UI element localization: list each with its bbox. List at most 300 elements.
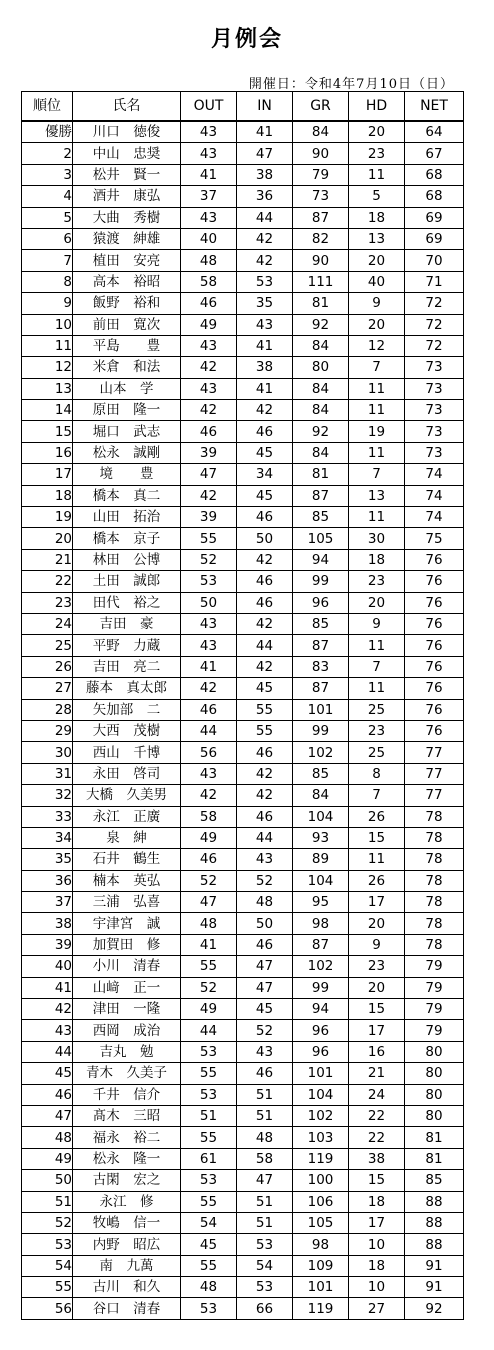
net-cell: 76 — [405, 678, 464, 699]
hd-cell: 17 — [349, 1020, 405, 1041]
net-cell: 78 — [405, 827, 464, 848]
name-cell: 堀口 武志 — [73, 421, 181, 442]
name-cell: 猿渡 紳雄 — [73, 228, 181, 249]
rank-cell: 45 — [22, 1063, 73, 1084]
name-cell: 米倉 和法 — [73, 357, 181, 378]
gr-cell: 84 — [293, 785, 349, 806]
rank-cell: 10 — [22, 314, 73, 335]
net-cell: 70 — [405, 250, 464, 271]
rank-cell: 47 — [22, 1105, 73, 1126]
rank-cell: 13 — [22, 378, 73, 399]
net-cell: 77 — [405, 785, 464, 806]
hd-cell: 15 — [349, 827, 405, 848]
rank-cell: 22 — [22, 571, 73, 592]
rank-cell: 14 — [22, 400, 73, 421]
out-cell: 55 — [181, 528, 237, 549]
gr-cell: 119 — [293, 1298, 349, 1319]
in-cell: 52 — [237, 870, 293, 891]
rank-cell: 48 — [22, 1127, 73, 1148]
gr-cell: 84 — [293, 442, 349, 463]
name-cell: 古川 和久 — [73, 1277, 181, 1298]
rank-cell: 23 — [22, 592, 73, 613]
name-cell: 石井 鶴生 — [73, 849, 181, 870]
net-cell: 79 — [405, 999, 464, 1020]
column-header-hd: HD — [349, 92, 405, 122]
hd-cell: 11 — [349, 164, 405, 185]
table-row — [22, 1234, 464, 1255]
hd-cell: 11 — [349, 635, 405, 656]
in-cell: 42 — [237, 613, 293, 634]
rank-cell: 46 — [22, 1084, 73, 1105]
out-cell: 42 — [181, 485, 237, 506]
gr-cell: 89 — [293, 849, 349, 870]
name-cell: 加賀田 修 — [73, 934, 181, 955]
in-cell: 46 — [237, 806, 293, 827]
hd-cell: 20 — [349, 592, 405, 613]
name-cell: 橋本 真二 — [73, 485, 181, 506]
net-cell: 79 — [405, 1020, 464, 1041]
out-cell: 46 — [181, 421, 237, 442]
rank-cell: 28 — [22, 699, 73, 720]
in-cell: 41 — [237, 121, 293, 143]
name-cell: 飯野 裕和 — [73, 293, 181, 314]
gr-cell: 100 — [293, 1170, 349, 1191]
rank-cell: 6 — [22, 228, 73, 249]
out-cell: 51 — [181, 1105, 237, 1126]
gr-cell: 87 — [293, 207, 349, 228]
hd-cell: 25 — [349, 699, 405, 720]
net-cell: 73 — [405, 357, 464, 378]
net-cell: 80 — [405, 1084, 464, 1105]
table-row — [22, 293, 464, 314]
gr-cell: 84 — [293, 400, 349, 421]
table-row — [22, 1084, 464, 1105]
results-body — [22, 121, 464, 1319]
rank-cell: 11 — [22, 335, 73, 356]
out-cell: 54 — [181, 1212, 237, 1233]
table-row — [22, 1148, 464, 1169]
gr-cell: 109 — [293, 1255, 349, 1276]
results-table — [21, 91, 464, 1320]
rank-cell: 38 — [22, 913, 73, 934]
table-row — [22, 143, 464, 164]
name-cell: 吉丸 勉 — [73, 1041, 181, 1062]
out-cell: 49 — [181, 999, 237, 1020]
gr-cell: 101 — [293, 1277, 349, 1298]
out-cell: 47 — [181, 892, 237, 913]
gr-cell: 85 — [293, 507, 349, 528]
out-cell: 43 — [181, 763, 237, 784]
table-row — [22, 1041, 464, 1062]
hd-cell: 26 — [349, 870, 405, 891]
name-cell: 原田 隆一 — [73, 400, 181, 421]
column-header-gr: GR — [293, 92, 349, 122]
hd-cell: 9 — [349, 934, 405, 955]
out-cell: 49 — [181, 314, 237, 335]
net-cell: 72 — [405, 335, 464, 356]
table-row — [22, 956, 464, 977]
in-cell: 46 — [237, 742, 293, 763]
name-cell: 松永 隆一 — [73, 1148, 181, 1169]
table-row — [22, 699, 464, 720]
name-cell: 西岡 成治 — [73, 1020, 181, 1041]
out-cell: 42 — [181, 400, 237, 421]
rank-cell: 5 — [22, 207, 73, 228]
hd-cell: 12 — [349, 335, 405, 356]
in-cell: 47 — [237, 1170, 293, 1191]
name-cell: 山本 学 — [73, 378, 181, 399]
event-date: 開催日：令和4年7月10日（日） — [248, 77, 454, 92]
table-row — [22, 613, 464, 634]
name-cell: 牧嶋 信一 — [73, 1212, 181, 1233]
in-cell: 44 — [237, 635, 293, 656]
in-cell: 43 — [237, 314, 293, 335]
rank-cell: 42 — [22, 999, 73, 1020]
net-cell: 85 — [405, 1170, 464, 1191]
table-row — [22, 357, 464, 378]
name-cell: 矢加部 二 — [73, 699, 181, 720]
net-cell: 78 — [405, 870, 464, 891]
out-cell: 46 — [181, 293, 237, 314]
net-cell: 72 — [405, 293, 464, 314]
hd-cell: 13 — [349, 228, 405, 249]
hd-cell: 23 — [349, 720, 405, 741]
in-cell: 45 — [237, 442, 293, 463]
name-cell: 中山 忠奨 — [73, 143, 181, 164]
net-cell: 80 — [405, 1105, 464, 1126]
table-row — [22, 999, 464, 1020]
name-cell: 橋本 京子 — [73, 528, 181, 549]
hd-cell: 10 — [349, 1277, 405, 1298]
in-cell: 42 — [237, 549, 293, 570]
name-cell: 吉田 亮二 — [73, 656, 181, 677]
table-row — [22, 742, 464, 763]
out-cell: 40 — [181, 228, 237, 249]
name-cell: 大曲 秀樹 — [73, 207, 181, 228]
hd-cell: 23 — [349, 143, 405, 164]
in-cell: 54 — [237, 1255, 293, 1276]
net-cell: 88 — [405, 1234, 464, 1255]
in-cell: 53 — [237, 1234, 293, 1255]
net-cell: 73 — [405, 442, 464, 463]
rank-cell: 50 — [22, 1170, 73, 1191]
out-cell: 53 — [181, 1041, 237, 1062]
net-cell: 80 — [405, 1041, 464, 1062]
table-row — [22, 186, 464, 207]
table-row — [22, 678, 464, 699]
table-row — [22, 827, 464, 848]
out-cell: 42 — [181, 785, 237, 806]
table-row — [22, 421, 464, 442]
table-row — [22, 1277, 464, 1298]
name-cell: 藤本 真太郎 — [73, 678, 181, 699]
table-row — [22, 549, 464, 570]
in-cell: 66 — [237, 1298, 293, 1319]
in-cell: 42 — [237, 763, 293, 784]
hd-cell: 7 — [349, 785, 405, 806]
name-cell: 福永 裕二 — [73, 1127, 181, 1148]
in-cell: 58 — [237, 1148, 293, 1169]
net-cell: 81 — [405, 1127, 464, 1148]
rank-cell: 29 — [22, 720, 73, 741]
rank-cell: 33 — [22, 806, 73, 827]
out-cell: 52 — [181, 549, 237, 570]
table-row — [22, 271, 464, 292]
out-cell: 50 — [181, 592, 237, 613]
rank-cell: 55 — [22, 1277, 73, 1298]
in-cell: 47 — [237, 977, 293, 998]
out-cell: 37 — [181, 186, 237, 207]
in-cell: 53 — [237, 271, 293, 292]
rank-cell: 36 — [22, 870, 73, 891]
out-cell: 55 — [181, 1063, 237, 1084]
table-row — [22, 250, 464, 271]
page-title: 月例会 — [210, 26, 283, 52]
hd-cell: 9 — [349, 613, 405, 634]
gr-cell: 73 — [293, 186, 349, 207]
net-cell: 78 — [405, 806, 464, 827]
net-cell: 80 — [405, 1063, 464, 1084]
in-cell: 51 — [237, 1212, 293, 1233]
in-cell: 47 — [237, 143, 293, 164]
gr-cell: 96 — [293, 1020, 349, 1041]
rank-cell: 49 — [22, 1148, 73, 1169]
hd-cell: 11 — [349, 442, 405, 463]
in-cell: 46 — [237, 934, 293, 955]
rank-cell: 17 — [22, 464, 73, 485]
net-cell: 76 — [405, 635, 464, 656]
gr-cell: 79 — [293, 164, 349, 185]
net-cell: 69 — [405, 207, 464, 228]
rank-cell: 37 — [22, 892, 73, 913]
in-cell: 51 — [237, 1191, 293, 1212]
name-cell: 前田 寛次 — [73, 314, 181, 335]
name-cell: 泉 紳 — [73, 827, 181, 848]
header-row — [22, 92, 464, 122]
gr-cell: 99 — [293, 571, 349, 592]
in-cell: 36 — [237, 186, 293, 207]
net-cell: 79 — [405, 956, 464, 977]
table-row — [22, 442, 464, 463]
name-cell: 大西 茂樹 — [73, 720, 181, 741]
gr-cell: 98 — [293, 1234, 349, 1255]
net-cell: 78 — [405, 934, 464, 955]
rank-cell: 35 — [22, 849, 73, 870]
net-cell: 69 — [405, 228, 464, 249]
gr-cell: 81 — [293, 293, 349, 314]
rank-cell: 40 — [22, 956, 73, 977]
name-cell: 吉田 豪 — [73, 613, 181, 634]
table-row — [22, 785, 464, 806]
name-cell: 平野 力蔵 — [73, 635, 181, 656]
table-row — [22, 1063, 464, 1084]
in-cell: 45 — [237, 678, 293, 699]
gr-cell: 81 — [293, 464, 349, 485]
gr-cell: 101 — [293, 699, 349, 720]
gr-cell: 93 — [293, 827, 349, 848]
hd-cell: 10 — [349, 1234, 405, 1255]
hd-cell: 26 — [349, 806, 405, 827]
table-row — [22, 528, 464, 549]
name-cell: 永江 修 — [73, 1191, 181, 1212]
net-cell: 72 — [405, 314, 464, 335]
hd-cell: 11 — [349, 507, 405, 528]
hd-cell: 17 — [349, 1212, 405, 1233]
rank-cell: 25 — [22, 635, 73, 656]
hd-cell: 18 — [349, 1255, 405, 1276]
rank-cell: 20 — [22, 528, 73, 549]
in-cell: 42 — [237, 656, 293, 677]
out-cell: 45 — [181, 1234, 237, 1255]
gr-cell: 119 — [293, 1148, 349, 1169]
out-cell: 61 — [181, 1148, 237, 1169]
hd-cell: 22 — [349, 1127, 405, 1148]
gr-cell: 99 — [293, 977, 349, 998]
out-cell: 58 — [181, 806, 237, 827]
name-cell: 永田 啓司 — [73, 763, 181, 784]
out-cell: 53 — [181, 571, 237, 592]
net-cell: 74 — [405, 485, 464, 506]
table-row — [22, 314, 464, 335]
column-header-out: OUT — [181, 92, 237, 122]
gr-cell: 80 — [293, 357, 349, 378]
name-cell: 林田 公博 — [73, 549, 181, 570]
column-header-name: 氏名 — [73, 92, 181, 122]
gr-cell: 84 — [293, 378, 349, 399]
net-cell: 76 — [405, 656, 464, 677]
in-cell: 47 — [237, 956, 293, 977]
column-header-rank: 順位 — [22, 92, 73, 122]
hd-cell: 23 — [349, 571, 405, 592]
table-row — [22, 378, 464, 399]
in-cell: 46 — [237, 1063, 293, 1084]
gr-cell: 90 — [293, 250, 349, 271]
rank-cell: 12 — [22, 357, 73, 378]
hd-cell: 9 — [349, 293, 405, 314]
table-row — [22, 1020, 464, 1041]
rank-cell: 34 — [22, 827, 73, 848]
out-cell: 46 — [181, 849, 237, 870]
table-row — [22, 1255, 464, 1276]
rank-cell: 39 — [22, 934, 73, 955]
in-cell: 35 — [237, 293, 293, 314]
rank-cell: 2 — [22, 143, 73, 164]
net-cell: 91 — [405, 1255, 464, 1276]
gr-cell: 83 — [293, 656, 349, 677]
out-cell: 48 — [181, 250, 237, 271]
gr-cell: 99 — [293, 720, 349, 741]
name-cell: 谷口 清春 — [73, 1298, 181, 1319]
rank-cell: 27 — [22, 678, 73, 699]
hd-cell: 24 — [349, 1084, 405, 1105]
net-cell: 76 — [405, 720, 464, 741]
net-cell: 91 — [405, 1277, 464, 1298]
hd-cell: 18 — [349, 1191, 405, 1212]
name-cell: 平島 豊 — [73, 335, 181, 356]
gr-cell: 87 — [293, 485, 349, 506]
gr-cell: 90 — [293, 143, 349, 164]
out-cell: 49 — [181, 827, 237, 848]
in-cell: 44 — [237, 207, 293, 228]
in-cell: 46 — [237, 507, 293, 528]
hd-cell: 25 — [349, 742, 405, 763]
gr-cell: 98 — [293, 913, 349, 934]
out-cell: 52 — [181, 977, 237, 998]
net-cell: 68 — [405, 186, 464, 207]
in-cell: 51 — [237, 1105, 293, 1126]
gr-cell: 96 — [293, 592, 349, 613]
hd-cell: 30 — [349, 528, 405, 549]
name-cell: 境 豊 — [73, 464, 181, 485]
hd-cell: 7 — [349, 464, 405, 485]
hd-cell: 11 — [349, 678, 405, 699]
gr-cell: 84 — [293, 335, 349, 356]
hd-cell: 17 — [349, 892, 405, 913]
hd-cell: 15 — [349, 999, 405, 1020]
table-row — [22, 806, 464, 827]
in-cell: 45 — [237, 485, 293, 506]
hd-cell: 8 — [349, 763, 405, 784]
out-cell: 48 — [181, 913, 237, 934]
table-row — [22, 571, 464, 592]
net-cell: 73 — [405, 421, 464, 442]
out-cell: 58 — [181, 271, 237, 292]
name-cell: 松永 誠剛 — [73, 442, 181, 463]
rank-cell: 3 — [22, 164, 73, 185]
hd-cell: 20 — [349, 250, 405, 271]
net-cell: 88 — [405, 1191, 464, 1212]
gr-cell: 87 — [293, 934, 349, 955]
name-cell: 千井 信介 — [73, 1084, 181, 1105]
rank-cell: 18 — [22, 485, 73, 506]
gr-cell: 105 — [293, 1212, 349, 1233]
name-cell: 高本 裕昭 — [73, 271, 181, 292]
out-cell: 43 — [181, 143, 237, 164]
rank-cell: 24 — [22, 613, 73, 634]
rank-cell: 54 — [22, 1255, 73, 1276]
in-cell: 43 — [237, 849, 293, 870]
out-cell: 43 — [181, 121, 237, 143]
gr-cell: 105 — [293, 528, 349, 549]
rank-cell: 8 — [22, 271, 73, 292]
in-cell: 53 — [237, 1277, 293, 1298]
out-cell: 55 — [181, 956, 237, 977]
in-cell: 42 — [237, 250, 293, 271]
name-cell: 三浦 弘喜 — [73, 892, 181, 913]
hd-cell: 7 — [349, 357, 405, 378]
net-cell: 75 — [405, 528, 464, 549]
rank-cell: 7 — [22, 250, 73, 271]
rank-cell: 44 — [22, 1041, 73, 1062]
name-cell: 山﨑 正一 — [73, 977, 181, 998]
gr-cell: 85 — [293, 763, 349, 784]
gr-cell: 95 — [293, 892, 349, 913]
out-cell: 47 — [181, 464, 237, 485]
rank-cell: 53 — [22, 1234, 73, 1255]
hd-cell: 20 — [349, 314, 405, 335]
hd-cell: 11 — [349, 378, 405, 399]
out-cell: 44 — [181, 1020, 237, 1041]
out-cell: 42 — [181, 678, 237, 699]
out-cell: 52 — [181, 870, 237, 891]
table-row — [22, 164, 464, 185]
hd-cell: 23 — [349, 956, 405, 977]
name-cell: 土田 誠郎 — [73, 571, 181, 592]
net-cell: 76 — [405, 549, 464, 570]
in-cell: 45 — [237, 999, 293, 1020]
net-cell: 76 — [405, 699, 464, 720]
out-cell: 43 — [181, 378, 237, 399]
